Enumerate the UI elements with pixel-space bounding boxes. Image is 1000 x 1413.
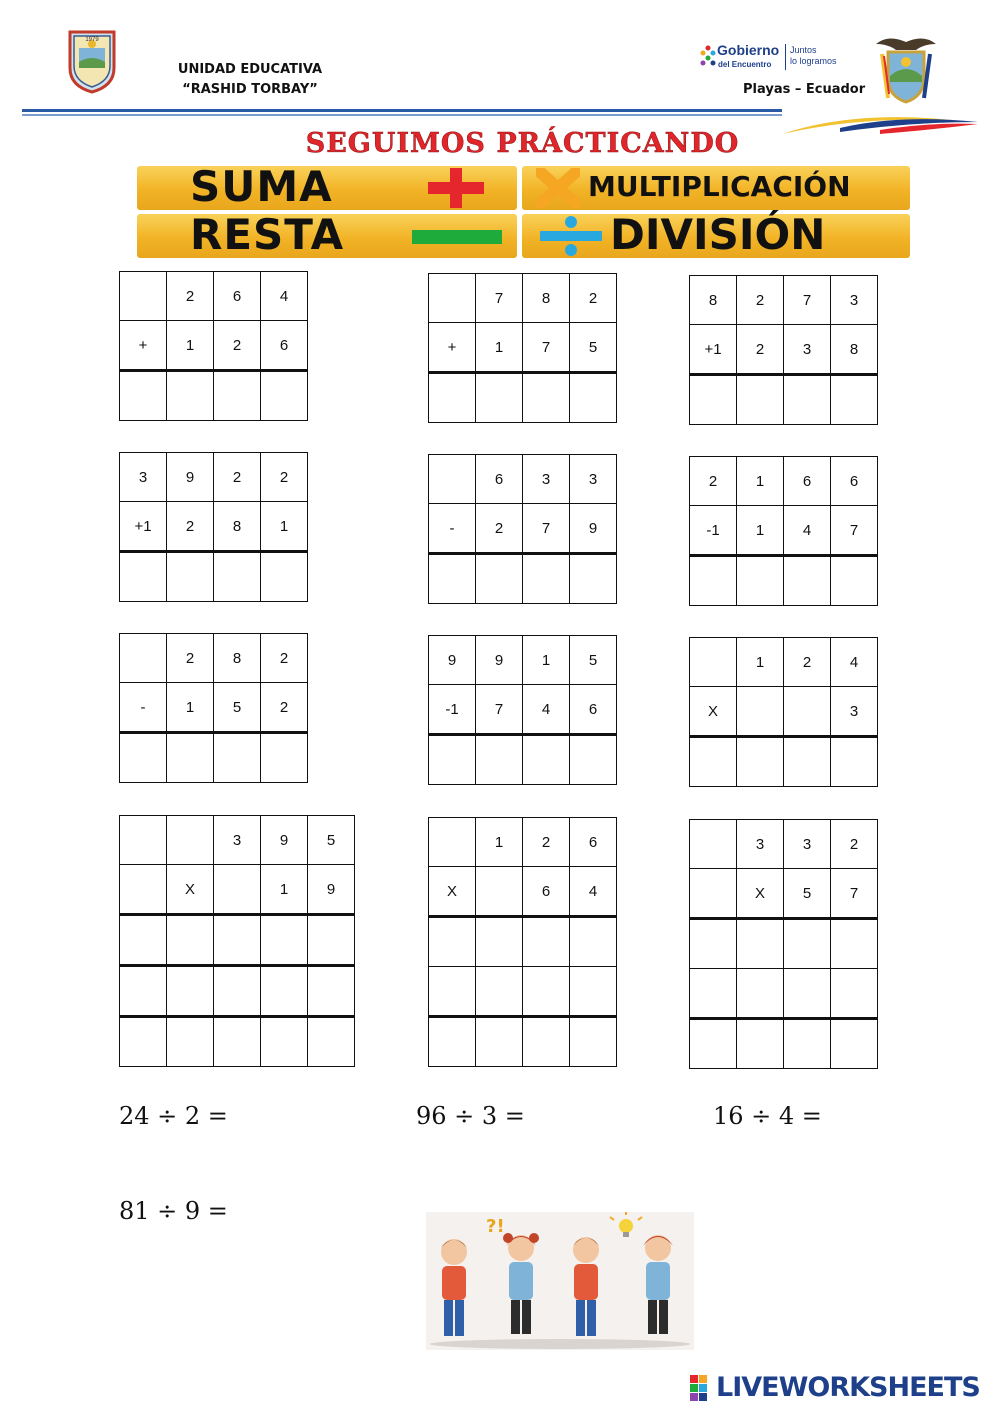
- division-problem: 24 ÷ 2 =: [119, 1102, 228, 1130]
- grid-cell: 2: [784, 638, 831, 687]
- answer-cell[interactable]: [261, 733, 308, 783]
- grid-cell: +1: [690, 325, 737, 375]
- grid-cell: 6: [570, 818, 617, 867]
- gov-slogan-1: Juntos: [790, 45, 817, 55]
- sub-grid-3: [119, 633, 308, 783]
- sum-grid-1: [119, 271, 308, 421]
- grid-cell: +: [120, 321, 167, 371]
- sub-grid-1: [428, 454, 617, 604]
- ecuador-coat-of-arms-icon: [868, 32, 944, 108]
- label-suma: SUMA: [190, 162, 333, 211]
- answer-cell[interactable]: [214, 371, 261, 421]
- grid-cell: 7: [784, 276, 831, 325]
- answer-cell[interactable]: [784, 919, 831, 969]
- grid-cell: X: [690, 687, 737, 737]
- answer-cell[interactable]: [261, 552, 308, 602]
- grid-cell: 6: [523, 867, 570, 917]
- grid-cell: 5: [784, 869, 831, 919]
- answer-cell[interactable]: [120, 915, 167, 966]
- answer-cell[interactable]: [476, 373, 523, 423]
- grid-cell: 5: [570, 636, 617, 685]
- answer-cell[interactable]: [214, 733, 261, 783]
- answer-cell[interactable]: [120, 371, 167, 421]
- grid-cell: 6: [570, 685, 617, 735]
- answer-cell[interactable]: [214, 552, 261, 602]
- grid-cell: [784, 687, 831, 737]
- grid-cell: 2: [167, 272, 214, 321]
- grid-cell: -1: [429, 685, 476, 735]
- answer-cell[interactable]: [784, 969, 831, 1019]
- answer-cell[interactable]: [690, 375, 737, 425]
- grid-cell: 1: [737, 457, 784, 506]
- grid-cell: +: [429, 323, 476, 373]
- grid-cell: 9: [429, 636, 476, 685]
- sum-grid-3: [689, 275, 878, 425]
- school-logo-year: 1979: [85, 37, 99, 43]
- grid-cell: [120, 634, 167, 683]
- grid-cell: [167, 816, 214, 865]
- grid-cell: 6: [831, 457, 878, 506]
- page-title: SEGUIMOS PRÁCTICANDO: [305, 128, 740, 159]
- answer-cell[interactable]: [784, 737, 831, 787]
- answer-cell[interactable]: [120, 733, 167, 783]
- answer-cell[interactable]: [120, 1017, 167, 1067]
- grid-cell: 3: [214, 816, 261, 865]
- answer-cell[interactable]: [476, 1017, 523, 1067]
- answer-cell[interactable]: [476, 967, 523, 1017]
- answer-cell[interactable]: [429, 735, 476, 785]
- grid-cell: 1: [476, 818, 523, 867]
- grid-cell: 2: [214, 321, 261, 371]
- answer-cell[interactable]: [167, 552, 214, 602]
- answer-cell[interactable]: [737, 556, 784, 606]
- answer-cell[interactable]: [476, 735, 523, 785]
- answer-cell[interactable]: [570, 1017, 617, 1067]
- grid-cell: -1: [690, 506, 737, 556]
- answer-cell[interactable]: [429, 967, 476, 1017]
- answer-cell[interactable]: [120, 552, 167, 602]
- grid-cell: 2: [737, 325, 784, 375]
- svg-text:?!: ?!: [486, 1216, 505, 1237]
- answer-cell[interactable]: [261, 1017, 308, 1067]
- answer-cell[interactable]: [308, 1017, 355, 1067]
- grid-cell: 7: [523, 504, 570, 554]
- grid-cell: 8: [831, 325, 878, 375]
- answer-cell[interactable]: [167, 915, 214, 966]
- sum-grid-4: [119, 452, 308, 602]
- gov-divider: [785, 44, 786, 70]
- grid-cell: 2: [167, 502, 214, 552]
- answer-cell[interactable]: [429, 917, 476, 967]
- answer-cell[interactable]: [690, 919, 737, 969]
- grid-cell: 2: [261, 683, 308, 733]
- grid-cell: 4: [831, 638, 878, 687]
- answer-cell[interactable]: [214, 1017, 261, 1067]
- grid-cell: 7: [523, 323, 570, 373]
- grid-cell: 2: [476, 504, 523, 554]
- header-rule: [22, 105, 782, 115]
- grid-cell: 1: [261, 865, 308, 915]
- grid-cell: 8: [523, 274, 570, 323]
- answer-cell[interactable]: [737, 737, 784, 787]
- sub-grid-4: [428, 635, 617, 785]
- grid-cell: 3: [570, 455, 617, 504]
- answer-cell[interactable]: [690, 556, 737, 606]
- grid-cell: 2: [214, 453, 261, 502]
- answer-cell[interactable]: [214, 915, 261, 966]
- city-label: Playas – Ecuador: [743, 82, 866, 97]
- grid-cell: 5: [570, 323, 617, 373]
- grid-cell: 9: [308, 865, 355, 915]
- answer-cell[interactable]: [523, 554, 570, 604]
- answer-cell[interactable]: [261, 966, 308, 1017]
- grid-cell: 4: [523, 685, 570, 735]
- answer-cell[interactable]: [570, 917, 617, 967]
- grid-cell: 3: [831, 687, 878, 737]
- grid-cell: 3: [831, 276, 878, 325]
- grid-cell: 4: [261, 272, 308, 321]
- grid-cell: 3: [523, 455, 570, 504]
- grid-cell: 5: [214, 683, 261, 733]
- label-multiplicacion: MULTIPLICACIÓN: [588, 170, 851, 203]
- grid-cell: 2: [523, 818, 570, 867]
- answer-cell[interactable]: [831, 737, 878, 787]
- grid-cell: 7: [831, 506, 878, 556]
- grid-cell: 9: [570, 504, 617, 554]
- grid-cell: 2: [570, 274, 617, 323]
- answer-cell[interactable]: [831, 1019, 878, 1069]
- school-name-line2: “RASHID TORBAY”: [182, 82, 318, 97]
- grid-cell: 5: [308, 816, 355, 865]
- grid-cell: 1: [523, 636, 570, 685]
- answer-cell[interactable]: [570, 735, 617, 785]
- grid-cell: X: [429, 867, 476, 917]
- label-resta: RESTA: [190, 210, 345, 259]
- grid-cell: 6: [784, 457, 831, 506]
- grid-cell: X: [167, 865, 214, 915]
- divide-icon: [540, 216, 602, 261]
- grid-cell: 3: [120, 453, 167, 502]
- grid-cell: 2: [737, 276, 784, 325]
- answer-cell[interactable]: [570, 373, 617, 423]
- grid-cell: 4: [570, 867, 617, 917]
- grid-cell: 2: [167, 634, 214, 683]
- answer-cell[interactable]: [167, 371, 214, 421]
- answer-cell[interactable]: [429, 1017, 476, 1067]
- answer-cell[interactable]: [476, 917, 523, 967]
- grid-cell: 2: [831, 820, 878, 869]
- grid-cell: [476, 867, 523, 917]
- grid-cell: 4: [784, 506, 831, 556]
- answer-cell[interactable]: [261, 371, 308, 421]
- answer-cell[interactable]: [261, 915, 308, 966]
- answer-cell[interactable]: [690, 1019, 737, 1069]
- school-name-line1: UNIDAD EDUCATIVA: [177, 62, 323, 77]
- plus-icon: [428, 168, 484, 213]
- division-problem: 16 ÷ 4 =: [713, 1102, 822, 1130]
- liveworksheets-brand: LIVEWORKSHEETS: [716, 1372, 980, 1403]
- answer-cell[interactable]: [523, 1017, 570, 1067]
- grid-cell: 3: [784, 325, 831, 375]
- grid-cell: 8: [214, 502, 261, 552]
- answer-cell[interactable]: [429, 373, 476, 423]
- grid-cell: [429, 455, 476, 504]
- answer-cell[interactable]: [831, 375, 878, 425]
- times-icon: [536, 168, 580, 213]
- answer-cell[interactable]: [737, 1019, 784, 1069]
- answer-cell[interactable]: [523, 735, 570, 785]
- gov-name-2: del Encuentro: [718, 60, 772, 69]
- mul-grid-4: [689, 819, 878, 1069]
- thinking-kids-illustration: [426, 1212, 694, 1350]
- answer-cell[interactable]: [308, 966, 355, 1017]
- grid-cell: -: [120, 683, 167, 733]
- division-problem: 81 ÷ 9 =: [119, 1197, 228, 1225]
- answer-cell[interactable]: [784, 1019, 831, 1069]
- grid-cell: 2: [690, 457, 737, 506]
- answer-cell[interactable]: [784, 375, 831, 425]
- grid-cell: 6: [261, 321, 308, 371]
- gov-name-1: Gobierno: [717, 42, 780, 58]
- label-division: DIVISIÓN: [610, 210, 826, 259]
- answer-cell[interactable]: [690, 737, 737, 787]
- grid-cell: 7: [831, 869, 878, 919]
- sub-grid-2: [689, 456, 878, 606]
- liveworksheets-logo: [690, 1372, 995, 1408]
- grid-cell: +1: [120, 502, 167, 552]
- grid-cell: [120, 865, 167, 915]
- grid-cell: 1: [167, 683, 214, 733]
- answer-cell[interactable]: [523, 917, 570, 967]
- grid-cell: 2: [261, 453, 308, 502]
- answer-cell[interactable]: [737, 919, 784, 969]
- answer-cell[interactable]: [476, 554, 523, 604]
- government-logo: [700, 40, 850, 82]
- answer-cell[interactable]: [737, 969, 784, 1019]
- grid-cell: [120, 272, 167, 321]
- grid-cell: 3: [784, 820, 831, 869]
- grid-cell: [429, 274, 476, 323]
- grid-cell: 1: [737, 506, 784, 556]
- grid-cell: 3: [737, 820, 784, 869]
- answer-cell[interactable]: [570, 554, 617, 604]
- answer-cell[interactable]: [831, 556, 878, 606]
- grid-cell: [690, 869, 737, 919]
- grid-cell: 9: [476, 636, 523, 685]
- grid-cell: 8: [690, 276, 737, 325]
- grid-cell: 9: [167, 453, 214, 502]
- answer-cell[interactable]: [120, 966, 167, 1017]
- grid-cell: 6: [214, 272, 261, 321]
- grid-cell: [429, 818, 476, 867]
- answer-cell[interactable]: [214, 966, 261, 1017]
- grid-cell: 1: [737, 638, 784, 687]
- grid-cell: X: [737, 869, 784, 919]
- grid-cell: 9: [261, 816, 308, 865]
- answer-cell[interactable]: [737, 375, 784, 425]
- answer-cell[interactable]: [429, 554, 476, 604]
- minus-icon: [412, 230, 502, 249]
- grid-cell: 2: [261, 634, 308, 683]
- grid-cell: 1: [167, 321, 214, 371]
- grid-cell: [120, 816, 167, 865]
- grid-cell: [737, 687, 784, 737]
- division-problem: 96 ÷ 3 =: [416, 1102, 525, 1130]
- school-logo: [66, 28, 118, 94]
- answer-cell[interactable]: [570, 967, 617, 1017]
- grid-cell: 8: [214, 634, 261, 683]
- gov-slogan-2: lo logramos: [790, 56, 837, 66]
- grid-cell: 7: [476, 685, 523, 735]
- answer-cell[interactable]: [523, 373, 570, 423]
- answer-cell[interactable]: [167, 966, 214, 1017]
- answer-cell[interactable]: [831, 969, 878, 1019]
- mul-grid-3: [428, 817, 617, 1067]
- grid-cell: -: [429, 504, 476, 554]
- grid-cell: 1: [261, 502, 308, 552]
- grid-cell: 7: [476, 274, 523, 323]
- answer-cell[interactable]: [308, 915, 355, 966]
- mul-grid-1: [689, 637, 878, 787]
- answer-cell[interactable]: [784, 556, 831, 606]
- answer-cell[interactable]: [167, 733, 214, 783]
- grid-cell: [690, 638, 737, 687]
- answer-cell[interactable]: [523, 967, 570, 1017]
- mul-grid-2: [119, 815, 355, 1067]
- answer-cell[interactable]: [167, 1017, 214, 1067]
- answer-cell[interactable]: [831, 919, 878, 969]
- grid-cell: [690, 820, 737, 869]
- grid-cell: 1: [476, 323, 523, 373]
- grid-cell: [214, 865, 261, 915]
- grid-cell: 6: [476, 455, 523, 504]
- answer-cell[interactable]: [690, 969, 737, 1019]
- sum-grid-2: [428, 273, 617, 423]
